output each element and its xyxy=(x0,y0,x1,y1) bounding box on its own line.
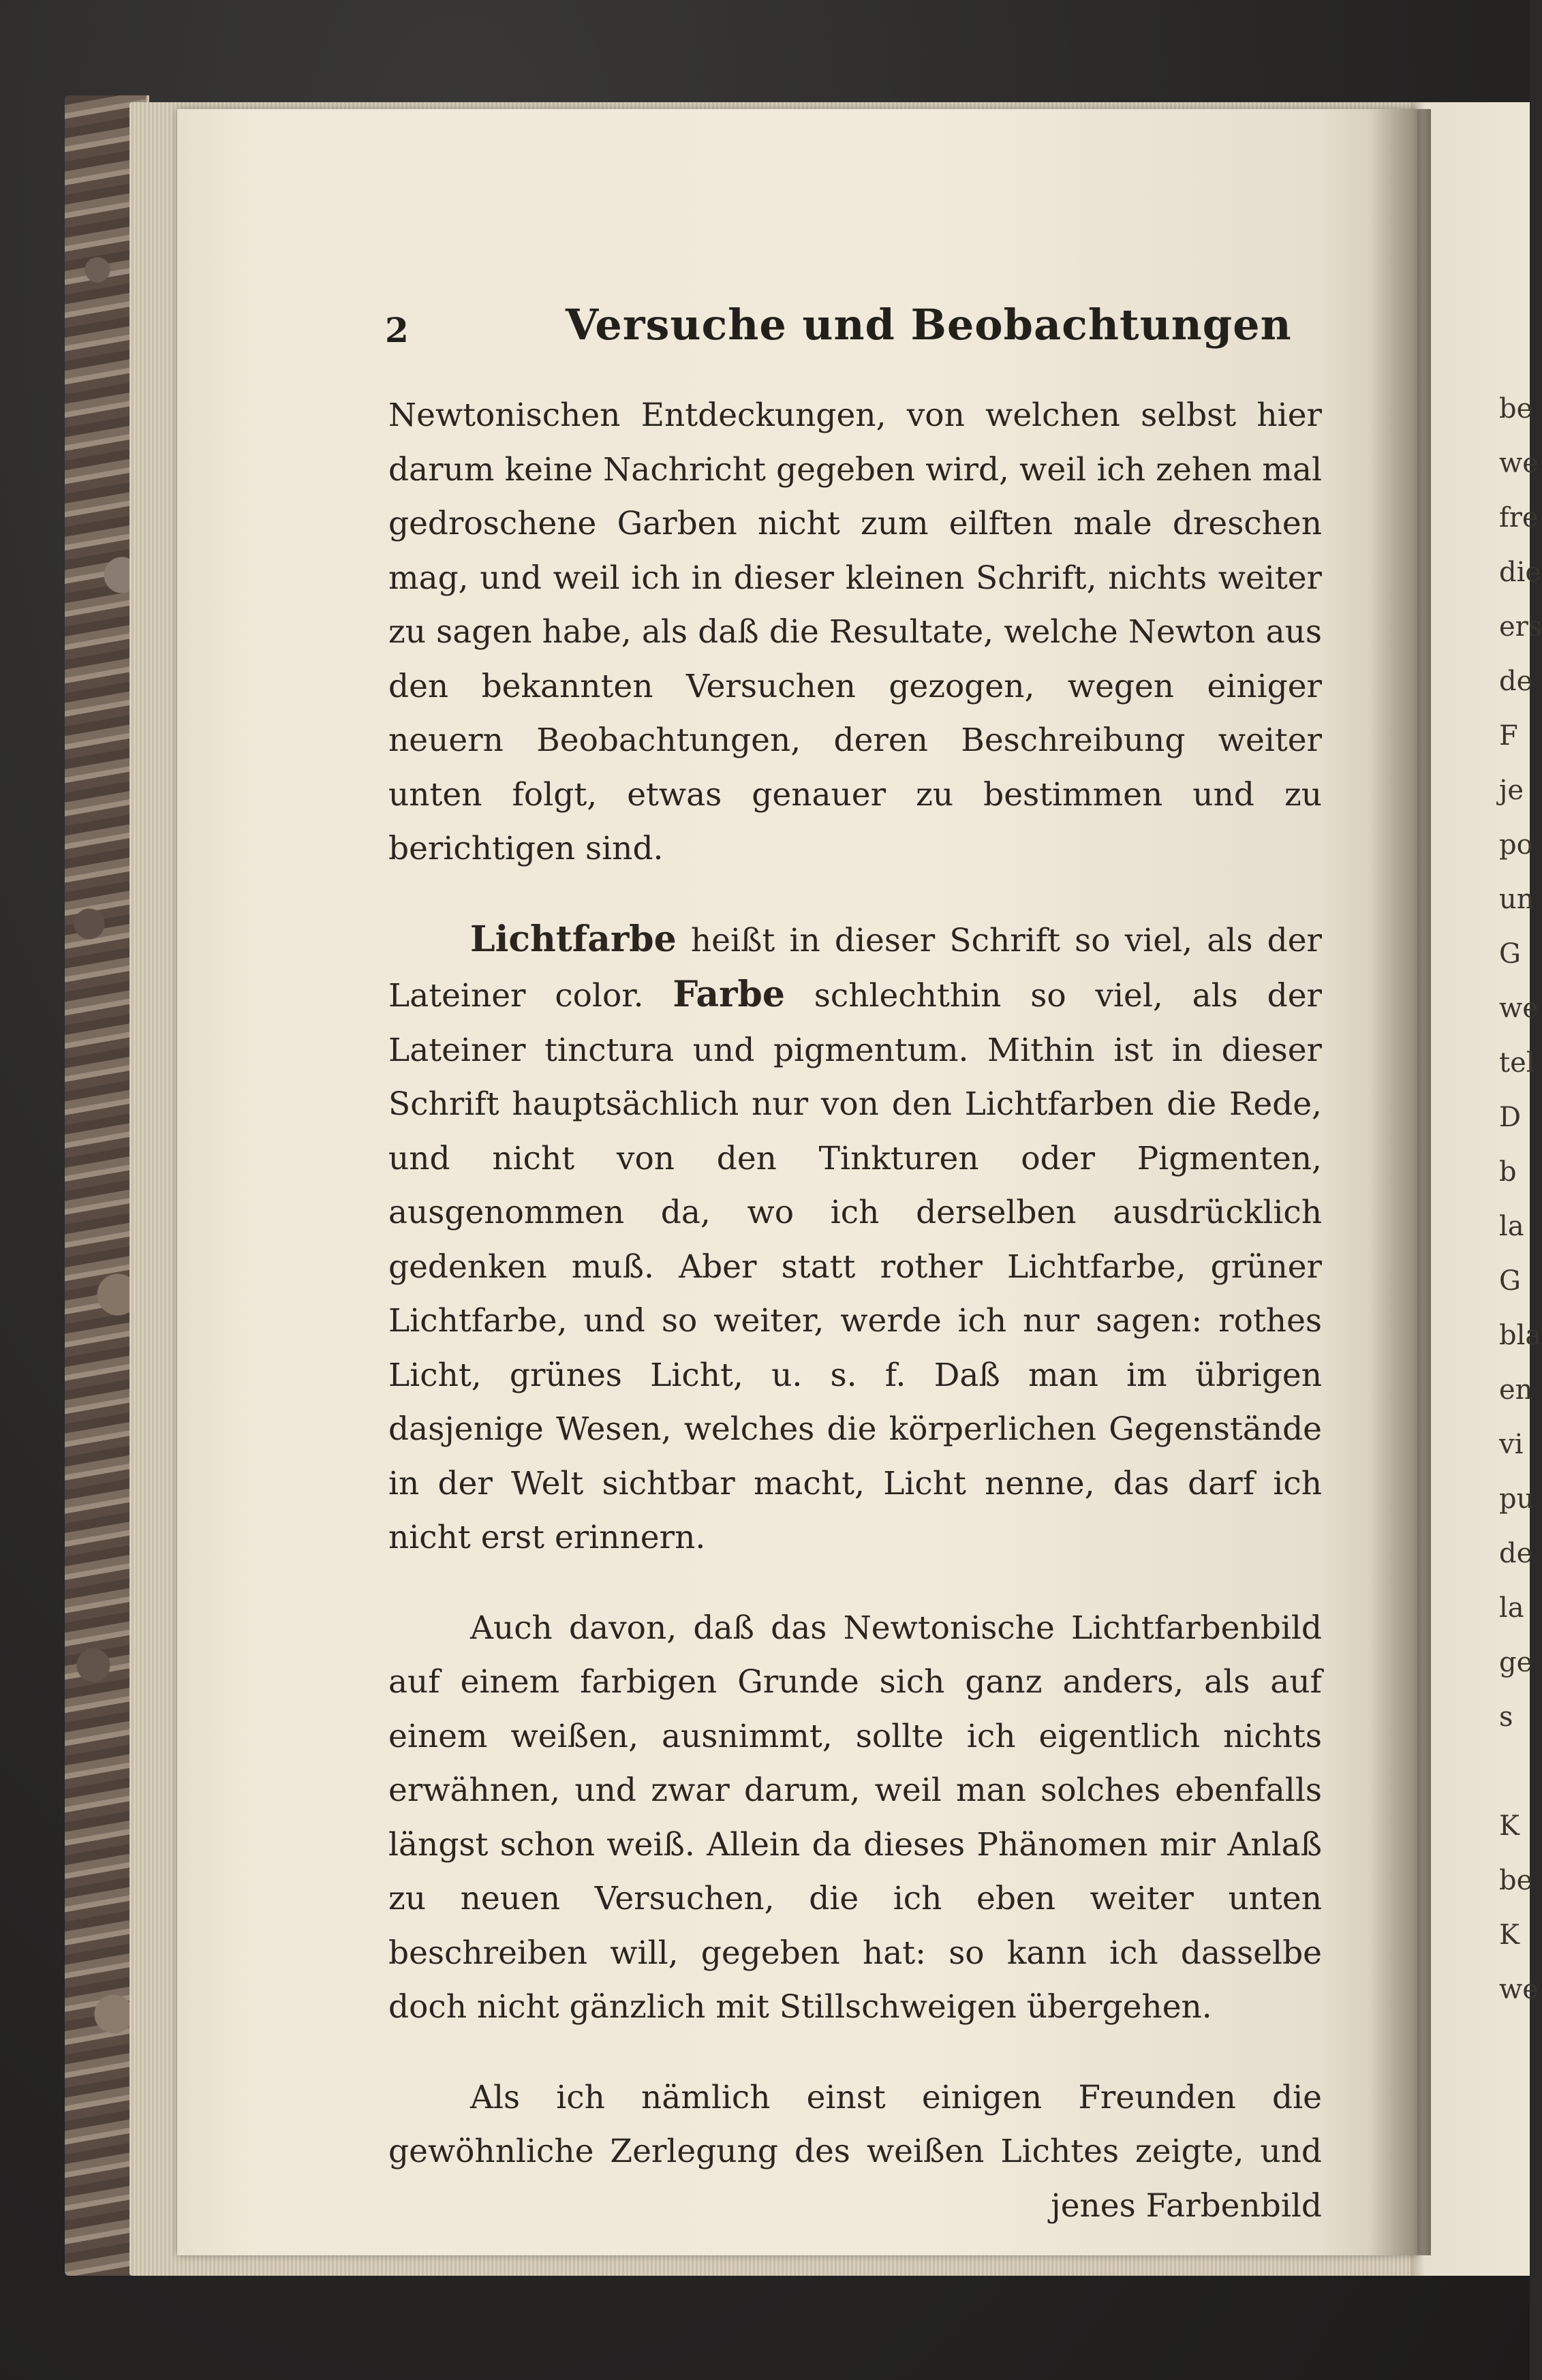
facing-page-fragment: be xyxy=(1499,393,1533,424)
facing-page-fragment: la xyxy=(1499,1211,1524,1242)
facing-page-fragment: we xyxy=(1499,1974,1539,2005)
facing-page-text xyxy=(1499,382,1542,2017)
facing-page-fragment: ge xyxy=(1499,1647,1533,1678)
facing-page-fragment xyxy=(1499,1744,1530,1799)
facing-page-fragment: G xyxy=(1499,1265,1521,1297)
facing-page-fragment: de xyxy=(1499,666,1533,697)
facing-page-fragment: ers xyxy=(1499,611,1542,643)
facing-page-fragment: fre xyxy=(1499,502,1539,534)
facing-page-fragment: je xyxy=(1499,775,1524,806)
facing-page-fragment: K xyxy=(1499,1810,1520,1842)
facing-page-fragment: en xyxy=(1499,1374,1533,1406)
facing-page-fragment: F xyxy=(1499,720,1518,752)
term-lichtfarbe: Lichtfarbe xyxy=(470,918,677,960)
paragraph-1: Newtonischen Entdeckungen, von welchen selbst hier darum keine Nachricht gegeben wird, weil ich zehen mal gedroschene Garben nicht zum eilften male dreschen mag, und weil ich in dieser kleinen Schrift, nichts weiter zu sagen habe, als daß die Resultate, welche Newton aus den bekannten Versuchen gezogen, wegen einiger neuern Beobachtungen, deren Beschreibung weiter unten folgt, etwas genauer zu bestimmen und zu berichtigen sind. xyxy=(388,397,1322,867)
facing-page-fragment: be xyxy=(1499,1865,1533,1896)
facing-page-fragment: we xyxy=(1499,448,1539,479)
gutter-shadow xyxy=(1370,109,1431,2255)
facing-page-fragment: we xyxy=(1499,993,1539,1024)
facing-page-fragment: D xyxy=(1499,1102,1522,1133)
paragraph-4: Als ich nämlich einst einigen Freunden die gewöhnliche Zerlegung des weißen Lichtes zeigte, und jenes Farbenbild xyxy=(388,2078,1322,2225)
facing-page-fragment: tel xyxy=(1499,1047,1535,1079)
facing-page-fragment: po xyxy=(1499,829,1533,861)
facing-page-fragment: bla xyxy=(1499,1320,1542,1351)
facing-page-fragment: s xyxy=(1499,1701,1513,1733)
facing-page-fragment: G xyxy=(1499,938,1521,970)
facing-page-fragment: K xyxy=(1499,1919,1520,1951)
facing-page-fragment: vi xyxy=(1499,1429,1524,1460)
body-text xyxy=(388,388,1322,2269)
facing-page-fragment: la xyxy=(1499,1592,1524,1624)
paragraph-2-text-a: heißt in dieser Schrift so viel, als der Lateiner color. xyxy=(388,921,1322,1015)
term-farbe: Farbe xyxy=(673,974,785,1015)
page-number: 2 xyxy=(385,310,409,350)
running-head: Versuche und Beobachtungen xyxy=(566,300,1292,350)
facing-page-fragment: pu xyxy=(1499,1483,1535,1515)
facing-page-fragment: un xyxy=(1499,884,1535,915)
paragraph-2 xyxy=(388,912,1322,1565)
facing-page-fragment: de xyxy=(1499,1538,1533,1569)
paragraph-3: Auch davon, daß das Newtonische Lichtfarbenbild auf einem farbigen Grunde sich ganz anders, als auf einem weißen, ausnimmt, sollte ich eigentlich nichts erwähnen, und zwar darum, weil man solches ebenfalls längst schon weiß. Allein da dieses Phänomen mir Anlaß zu neuen Versuchen, die ich eben weiter unten beschreiben will, gegeben hat: so kann ich dasselbe doch nicht gänzlich mit Stillschweigen übergehen. xyxy=(388,1609,1322,2026)
facing-page-fragment: die xyxy=(1499,557,1542,588)
facing-page-fragment: b xyxy=(1499,1156,1517,1188)
paragraph-2-text-b: schlechthin so viel, als der Lateiner tinctura und pigmentum. Mithin ist in dieser Schrift hauptsächlich nur von den Lichtfarben die Rede, und nicht von den Tinkturen oder Pigmenten, ausgenommen da, wo ich derselben ausdrücklich gedenken muß. Aber statt rother Lichtfarbe, grüner Lichtfarbe, und so weiter, werde ich nur sagen: rothes Licht, grünes Licht, u. s. f. Daß man im übrigen dasjenige Wesen, welches die körperlichen Gegenstände in der Welt sichtbar macht, Licht nenne, das darf ich nicht erst erinnern. xyxy=(388,977,1323,1556)
